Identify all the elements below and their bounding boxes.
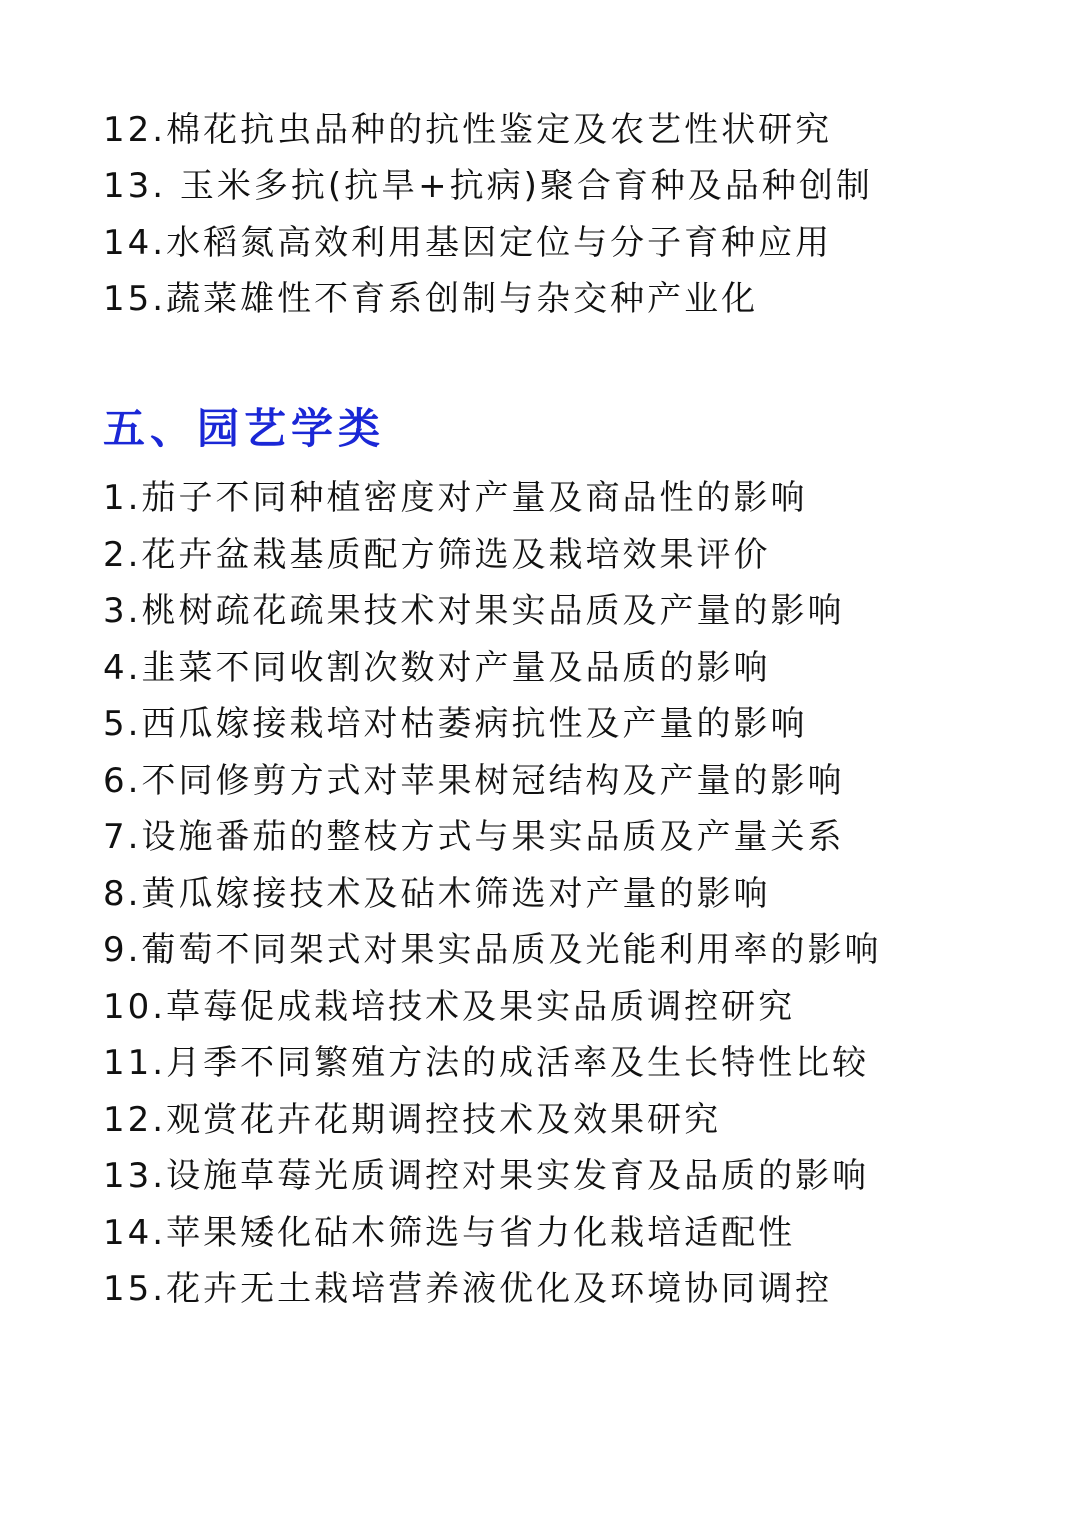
list-item: 1.茄子不同种植密度对产量及商品性的影响 [103, 478, 808, 518]
list-item: 12.棉花抗虫品种的抗性鉴定及农艺性状研究 [103, 110, 833, 150]
list-item: 15.蔬菜雄性不育系创制与杂交种产业化 [103, 279, 759, 319]
list-item: 6.不同修剪方式对苹果树冠结构及产量的影响 [103, 761, 845, 801]
list-item: 7.设施番茄的整枝方式与果实品质及产量关系 [103, 817, 845, 857]
list-item: 2.花卉盆栽基质配方筛选及栽培效果评价 [103, 535, 771, 575]
list-item: 12.观赏花卉花期调控技术及效果研究 [103, 1100, 722, 1140]
list-item: 13.设施草莓光质调控对果实发育及品质的影响 [103, 1156, 870, 1196]
section-heading: 五、园艺学类 [103, 404, 386, 453]
list-item: 14.苹果矮化砧木筛选与省力化栽培适配性 [103, 1213, 796, 1253]
list-item: 14.水稻氮高效利用基因定位与分子育种应用 [103, 223, 833, 263]
list-item: 9.葡萄不同架式对果实品质及光能利用率的影响 [103, 930, 882, 970]
list-item: 3.桃树疏花疏果技术对果实品质及产量的影响 [103, 591, 845, 631]
list-item: 13. 玉米多抗(抗旱+抗病)聚合育种及品种创制 [103, 166, 873, 206]
list-item: 8.黄瓜嫁接技术及砧木筛选对产量的影响 [103, 874, 771, 914]
list-item: 5.西瓜嫁接栽培对枯萎病抗性及产量的影响 [103, 704, 808, 744]
list-item: 11.月季不同繁殖方法的成活率及生长特性比较 [103, 1043, 870, 1083]
list-item: 4.韭菜不同收割次数对产量及品质的影响 [103, 648, 771, 688]
list-item: 15.花卉无土栽培营养液优化及环境协同调控 [103, 1269, 833, 1309]
list-item: 10.草莓促成栽培技术及果实品质调控研究 [103, 987, 796, 1027]
